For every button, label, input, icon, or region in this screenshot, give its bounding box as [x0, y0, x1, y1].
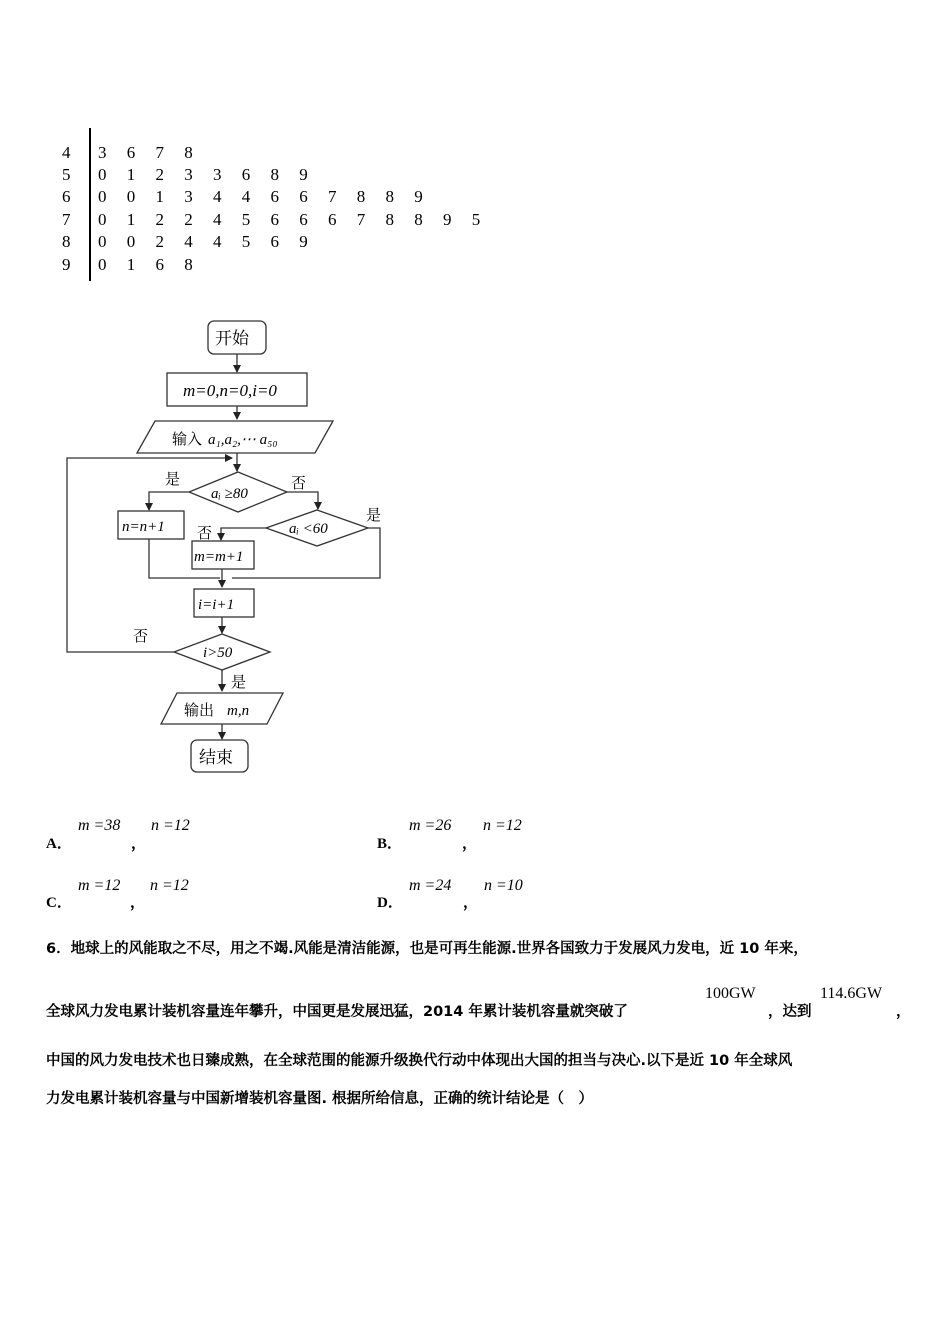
cond1-label: aᵢ ≥80 — [211, 486, 248, 502]
leaves: 0 1 2 2 4 5 6 6 6 7 8 8 9 5 — [98, 210, 489, 229]
output-prefix: 输出 — [184, 701, 215, 719]
option-n-value: n =12 — [483, 817, 522, 834]
question6-line2b: ，达到 — [768, 1004, 812, 1020]
leaves: 0 1 2 3 3 6 8 9 — [98, 165, 316, 184]
value-100gw: 100GW — [705, 985, 756, 1002]
option-m-value: m =26 — [409, 817, 452, 834]
init-label: m=0,n=0,i=0 — [183, 381, 277, 400]
cond2-label: aᵢ <60 — [289, 521, 328, 537]
stem: 6 — [62, 187, 71, 206]
no-label: 否 — [291, 474, 307, 492]
yes-label: 是 — [366, 506, 382, 524]
m-increment-label: m=m+1 — [194, 549, 244, 565]
option-letter: C． — [46, 895, 72, 911]
question6-line3: 中国的风力发电技术也日臻成熟，在全球范围的能源升级换代行动中体现出大国的担当与决心.以下是近 10 年全球风 — [46, 1053, 793, 1069]
option-comma: ， — [463, 895, 479, 911]
option-m-value: m =24 — [409, 877, 452, 894]
option-comma: ， — [130, 895, 146, 911]
option-m-value: m =12 — [78, 877, 121, 894]
no-label: 否 — [133, 627, 149, 645]
question6-line4: 力发电累计装机容量与中国新增装机容量图. 根据所给信息，正确的统计结论是（ ） — [46, 1091, 594, 1107]
leaves: 3 6 7 8 — [98, 143, 201, 162]
option-letter: A． — [46, 836, 72, 852]
option-m-value: m =38 — [78, 817, 121, 834]
input-vars: a₁,a₂,⋯ a₅₀ — [208, 432, 278, 448]
end-label: 结束 — [199, 748, 233, 768]
option-letter: D． — [377, 895, 403, 911]
value-114-6gw: 114.6GW — [820, 985, 883, 1002]
i-increment-label: i=i+1 — [198, 597, 235, 613]
stem: 7 — [62, 210, 71, 229]
leaves: 0 0 2 4 4 5 6 9 — [98, 232, 316, 251]
stem: 5 — [62, 165, 71, 184]
stem: 9 — [62, 255, 71, 274]
option-comma: ， — [131, 836, 147, 852]
option-letter: B． — [377, 836, 403, 852]
yes-label: 是 — [231, 673, 247, 691]
stem: 8 — [62, 232, 71, 251]
question6-line2c: ， — [896, 1004, 911, 1020]
cond3-label: i>50 — [203, 645, 233, 661]
input-prefix: 输入 — [172, 430, 203, 448]
output-parallelogram — [161, 693, 283, 724]
yes-label: 是 — [165, 470, 181, 488]
option-n-value: n =12 — [151, 817, 190, 834]
leaves: 0 1 6 8 — [98, 255, 201, 274]
no-label: 否 — [197, 524, 213, 542]
option-comma: ， — [462, 836, 478, 852]
output-vars: m,n — [227, 703, 250, 719]
stem: 4 — [62, 143, 71, 162]
question6-line1: 6．地球上的风能取之不尽，用之不竭.风能是清洁能源，也是可再生能源.世界各国致力于发展风力发电，近 10 年来， — [46, 941, 808, 957]
leaves: 0 0 1 3 4 4 6 6 7 8 8 9 — [98, 187, 431, 206]
option-n-value: n =10 — [484, 877, 523, 894]
question6-line2a: 全球风力发电累计装机容量连年攀升，中国更是发展迅猛，2014 年累计装机容量就突破了 — [46, 1004, 628, 1020]
start-label: 开始 — [215, 329, 249, 349]
option-n-value: n =12 — [150, 877, 189, 894]
n-increment-label: n=n+1 — [122, 519, 165, 535]
